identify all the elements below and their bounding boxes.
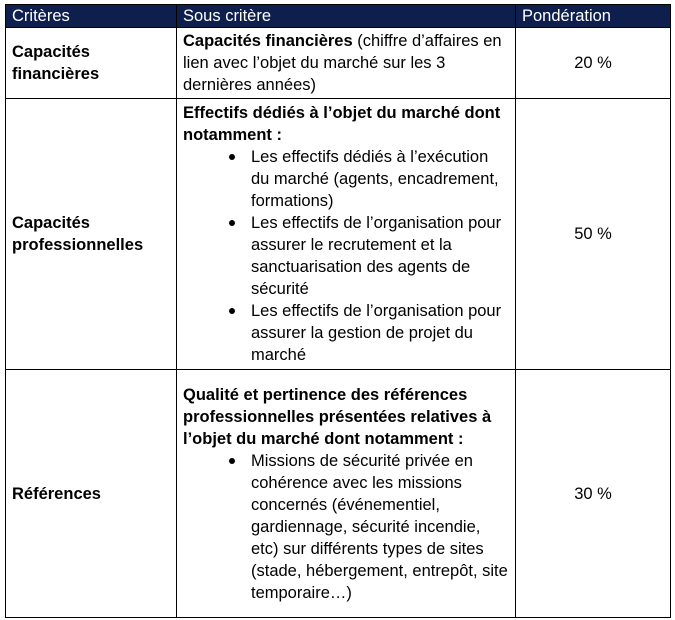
header-row bbox=[6, 5, 671, 28]
sub-criterion-text: (chiffre d’affaires en lien avec l’objet du marché sur les 3 dernières années) bbox=[183, 32, 502, 94]
sub-criterion-cell bbox=[177, 99, 516, 370]
table-row bbox=[6, 99, 671, 370]
table-row bbox=[6, 370, 671, 618]
sub-criterion-title: Qualité et pertinence des références professionnelles présentées relatives à l’objet du marché dont notamment : bbox=[183, 385, 492, 448]
criteria-table bbox=[5, 4, 671, 618]
list-item: Les effectifs de l’organisation pour assurer la gestion de projet du marché bbox=[251, 300, 509, 366]
header-criteres: Critères bbox=[6, 5, 177, 28]
list-item: Missions de sécurité privée en cohérence avec les missions concernés (événementiel, gardiennage, sécurité incendie, etc) sur différents types de sites (stade, hébergement, entrepôt, site temporaire…) bbox=[251, 451, 508, 602]
sub-criterion-cell bbox=[177, 28, 516, 99]
header-ponderation: Pondération bbox=[516, 5, 671, 28]
header-sous-critere: Sous critère bbox=[177, 5, 516, 28]
bullet-list bbox=[183, 450, 509, 604]
sub-criterion-title: Effectifs dédiés à l’objet du marché dont notamment : bbox=[183, 104, 501, 144]
list-item: Les effectifs dédiés à l’exécution du marché (agents, encadrement, formations) bbox=[251, 146, 509, 212]
table-row bbox=[6, 28, 671, 99]
list-item: Les effectifs de l’organisation pour assurer le recrutement et la sanctuarisation des agents de sécurité bbox=[251, 212, 509, 300]
weight-cell: 30 % bbox=[516, 370, 671, 618]
criterion-cell: Références bbox=[6, 370, 177, 618]
sub-criterion-title: Capacités financières bbox=[183, 32, 353, 50]
weight-cell: 20 % bbox=[516, 28, 671, 99]
bullet-list bbox=[183, 146, 509, 366]
weight-cell: 50 % bbox=[516, 99, 671, 370]
criterion-cell: Capacités financières bbox=[6, 28, 177, 99]
criterion-cell: Capacités professionnelles bbox=[6, 99, 177, 370]
sub-criterion-cell bbox=[177, 370, 516, 618]
